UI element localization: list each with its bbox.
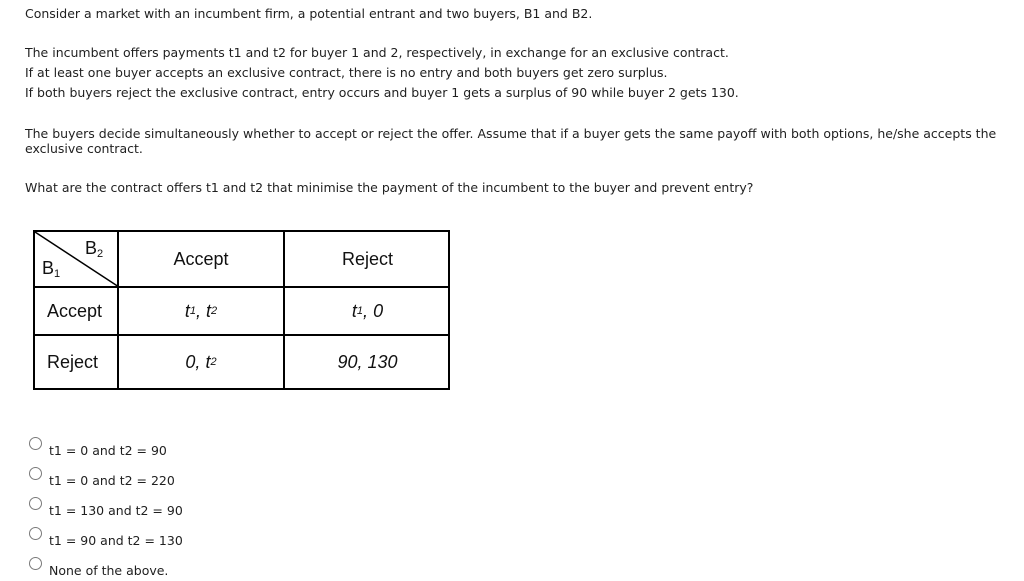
question-prompt: What are the contract offers t1 and t2 that minimise the payment of the incumbent to the buyer and prevent entry? [25,180,754,195]
answer-option[interactable] [29,467,175,487]
payoff-accept-reject: t 1 , 0 [351,300,384,321]
question-line-3: If both buyers reject the exclusive contract, entry occurs and buyer 1 gets a surplus of 90 while buyer 2 gets 130. [25,85,739,100]
row-header-accept: Accept [47,300,103,321]
payoff-matrix [33,230,450,390]
answer-option-label: t1 = 0 and t2 = 220 [49,473,175,488]
radio-button[interactable] [29,437,42,450]
question-line-1: The incumbent offers payments t1 and t2 for buyer 1 and 2, respectively, in exchange for an exclusive contract. [25,45,729,60]
answer-option-label: t1 = 90 and t2 = 130 [49,533,183,548]
answer-option-label: t1 = 130 and t2 = 90 [49,503,183,518]
radio-button[interactable] [29,557,42,570]
answer-option-label: None of the above. [49,563,169,578]
question-intro: Consider a market with an incumbent firm, a potential entrant and two buyers, B1 and B2. [25,6,593,21]
question-line-2: If at least one buyer accepts an exclusive contract, there is no entry and both buyers get zero surplus. [25,65,668,80]
radio-button[interactable] [29,527,42,540]
col-header-accept: Accept [173,248,229,269]
column-player-label: $B_2$ [85,238,104,260]
radio-button[interactable] [29,467,42,480]
radio-button[interactable] [29,497,42,510]
col-header-reject: Reject [341,248,394,269]
answer-option[interactable] [29,527,183,547]
answer-option[interactable] [29,557,168,577]
answer-option-label: t1 = 0 and t2 = 90 [49,443,167,458]
payoff-accept-accept: t 1 , t 2 [184,300,218,321]
row-header-reject: Reject [47,351,99,372]
payoff-reject-reject: 90, 130 [337,351,398,372]
row-player-label: $B_1$ [42,258,61,280]
payoff-reject-accept: 0 , t 2 [185,351,217,372]
question-assumption: The buyers decide simultaneously whether to accept or reject the offer. Assume that if a buyer gets the same payoff with both options, he/she accepts the exclusive contract. [25,126,997,156]
answer-option[interactable] [29,497,183,517]
answer-option[interactable] [29,437,167,457]
